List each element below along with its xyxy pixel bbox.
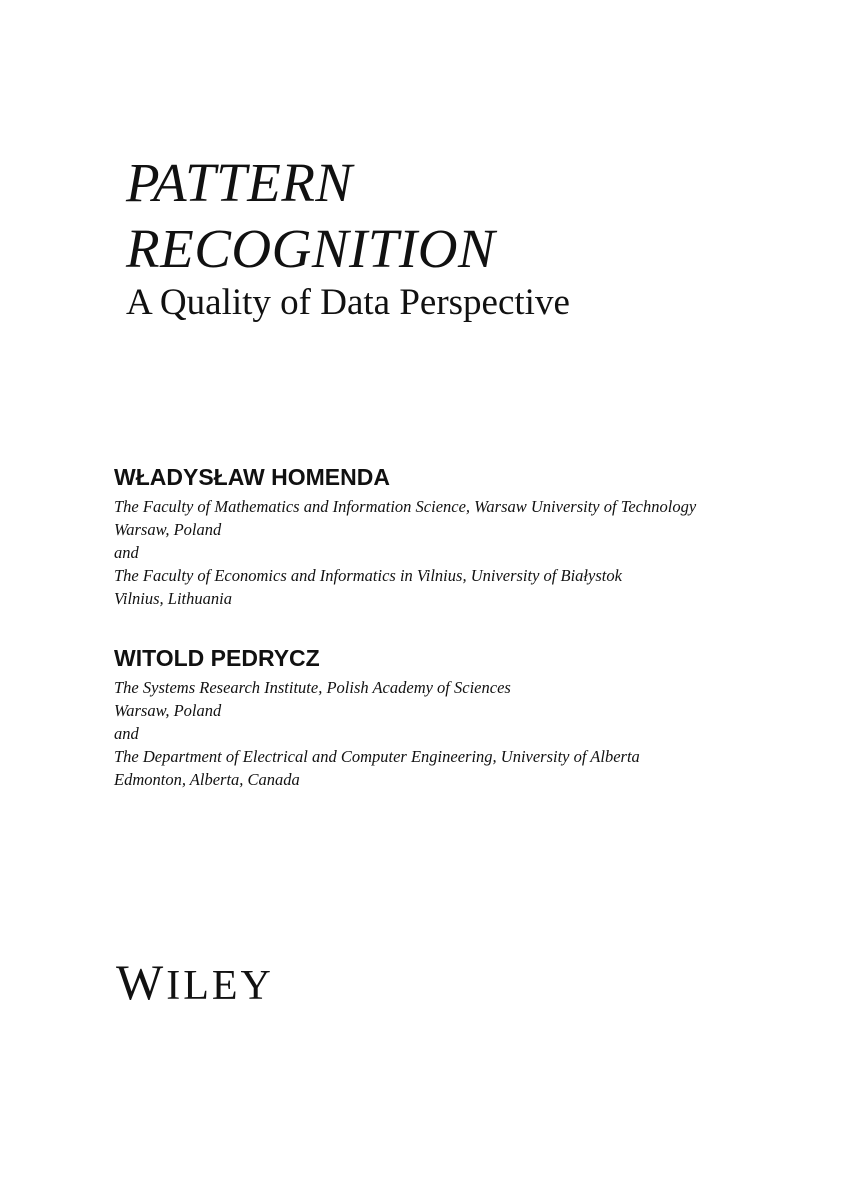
affiliation-line: The Faculty of Mathematics and Information Science, Warsaw University of Technology <box>114 497 697 516</box>
book-title-line-2: RECOGNITION <box>126 218 496 279</box>
affiliation-line: Edmonton, Alberta, Canada <box>114 770 300 789</box>
affiliation-line: The Department of Electrical and Computer Engineering, University of Alberta <box>114 747 640 766</box>
affiliation-line: The Faculty of Economics and Informatics in Vilnius, University of Białystok <box>114 566 622 585</box>
publisher-logo-initial: W <box>116 954 167 1010</box>
affiliation-line: The Systems Research Institute, Polish Academy of Sciences <box>114 678 511 697</box>
publisher-logo <box>116 952 274 1016</box>
affiliation-line: Vilnius, Lithuania <box>114 589 232 608</box>
affiliation-line: and <box>114 543 139 562</box>
author-name: WŁADYSŁAW HOMENDA <box>114 464 390 490</box>
publisher-logo-rest: ILEY <box>166 963 274 1009</box>
author-name: WITOLD PEDRYCZ <box>114 645 320 671</box>
affiliation-line: and <box>114 724 139 743</box>
author-block-pedrycz <box>114 643 834 791</box>
book-subtitle: A Quality of Data Perspective <box>126 282 570 323</box>
book-title-block <box>126 150 826 324</box>
author-block-homenda <box>114 462 834 610</box>
affiliation-line: Warsaw, Poland <box>114 520 222 539</box>
affiliation-line: Warsaw, Poland <box>114 701 222 720</box>
book-title-line-1: PATTERN <box>126 152 353 213</box>
